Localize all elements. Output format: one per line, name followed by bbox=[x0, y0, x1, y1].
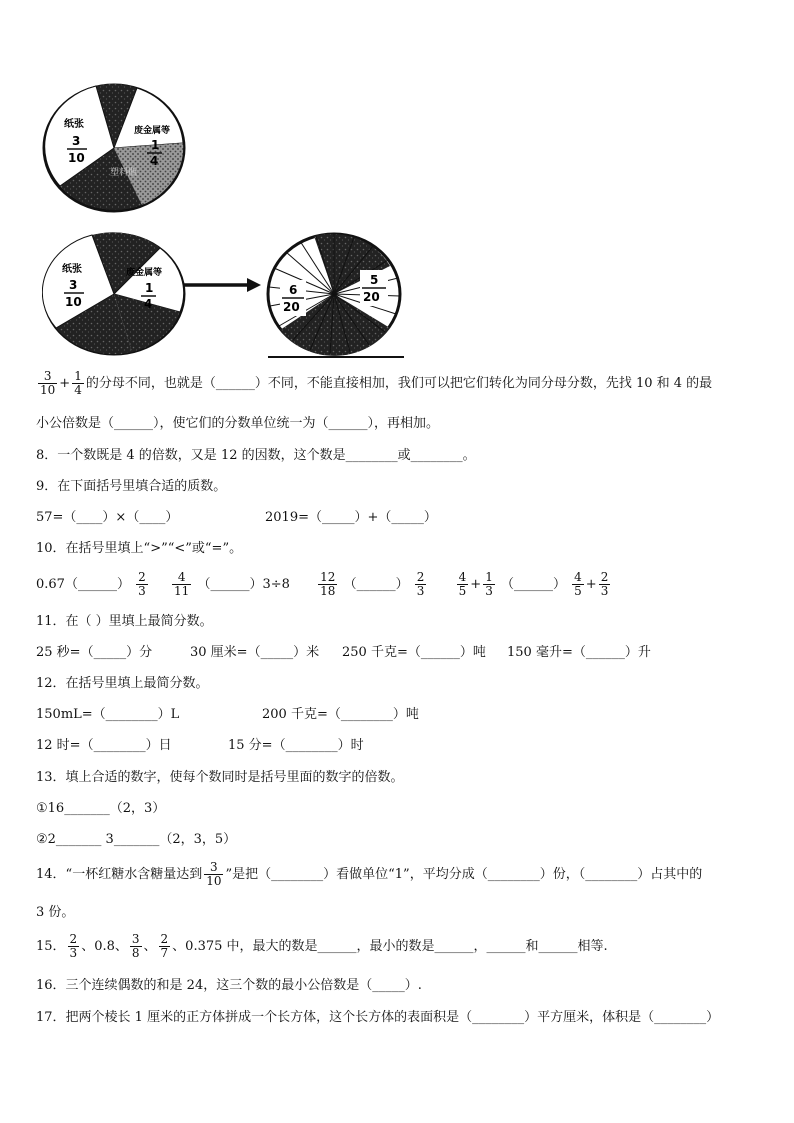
q11-c: 250 千克=（______）吨 bbox=[342, 645, 486, 660]
q10-fraction-1: $\frac{2}{3}$ bbox=[138, 570, 146, 598]
q10-part1: 0.67（______） bbox=[36, 577, 130, 592]
pie2-frac2-n: 1 bbox=[145, 281, 154, 295]
q15-line bbox=[36, 930, 608, 964]
q16-text: 16．三个连续偶数的和是 24，这三个数的最小公倍数是（_____）. bbox=[36, 978, 422, 993]
q15-mid2: 、 bbox=[143, 939, 157, 954]
q15-fraction-2: $\frac{3}{8}$ bbox=[131, 932, 140, 960]
q13-title: 13．填上合适的数字，使每个数同时是括号里面的数字的倍数。 bbox=[36, 770, 404, 785]
pie1-frac1-d: 10 bbox=[68, 151, 85, 165]
q7-line1: $\frac{3}{10}$ + $\frac{1}{4}$ 的分母不同，也就是（______）不同，不能直接相加，我们可以把它们转化为同分母分数，先找 10 和 4 的最 bbox=[40, 369, 713, 397]
q7-fraction-2: $\frac{1}{4}$ bbox=[74, 369, 82, 397]
q10-plus-1: + bbox=[470, 577, 482, 592]
pie3-frac1-d: 20 bbox=[283, 300, 300, 314]
pie3-frac2-d: 20 bbox=[363, 290, 380, 304]
q14-post: ”是把（________）看做单位“1”，平均分成（________）份，（________）占其中的 bbox=[225, 867, 703, 882]
pie1-label3: 塑料瓶 bbox=[110, 168, 138, 178]
q12-d: 15 分=（________）时 bbox=[228, 738, 364, 753]
q7-line2: 小公倍数是（______），使它们的分数单位统一为（______），再相加。 bbox=[36, 416, 440, 431]
q10-fraction-4: $\frac{2}{3}$ bbox=[416, 570, 425, 598]
q10-part3: （______） bbox=[343, 577, 409, 592]
q14-line2: 3 份。 bbox=[36, 905, 75, 920]
q9-title: 9．在下面括号里填合适的质数。 bbox=[36, 479, 227, 494]
pie-chart-1 bbox=[42, 83, 187, 213]
arrow-right-icon bbox=[183, 277, 263, 293]
pie1-frac2-d: 4 bbox=[150, 154, 159, 168]
q15-post: 、0.375 中，最大的数是______，最小的数是______，______和______相等. bbox=[172, 939, 608, 954]
pie1-frac2-n: 1 bbox=[151, 138, 160, 152]
q10-plus-2: + bbox=[585, 577, 597, 592]
pie1-label1: 纸张 bbox=[64, 119, 84, 130]
q9-b: 2019=（_____）+（_____） bbox=[265, 510, 437, 525]
pie3-frac1-n: 6 bbox=[289, 283, 298, 297]
q10-fraction-5: $\frac{4}{5}$ bbox=[458, 570, 467, 598]
q15-pre: 15． bbox=[36, 939, 66, 954]
q17-text: 17．把两个棱长 1 厘米的正方体拼成一个长方体，这个长方体的表面积是（________）平方厘米，体积是（________） bbox=[36, 1010, 720, 1025]
pie-chart-2 bbox=[42, 232, 187, 358]
q10-fraction-7: $\frac{4}{5}$ bbox=[574, 570, 582, 598]
q13-a: ①16_______（2，3） bbox=[36, 801, 166, 816]
q10-fraction-3: $\frac{12}{18}$ bbox=[320, 570, 336, 598]
q11-title: 11．在（ ）里填上最简分数。 bbox=[36, 614, 213, 629]
q13-b: ②2_______ 3_______（2，3，5） bbox=[36, 832, 237, 847]
q7-fraction-1: $\frac{3}{10}$ bbox=[40, 369, 56, 397]
q11-b: 30 厘米=（_____）米 bbox=[190, 645, 320, 660]
q15-mid1: 、0.8、 bbox=[81, 939, 128, 954]
q10-fraction-6: $\frac{1}{3}$ bbox=[485, 570, 493, 598]
pie1-label2: 废金属等 bbox=[134, 126, 171, 136]
q14-fraction: $\frac{3}{10}$ bbox=[206, 860, 222, 888]
pie2-frac1-d: 10 bbox=[65, 295, 82, 309]
q14-pre: 14．“一杯红糖水含糖量达到 bbox=[36, 867, 203, 882]
pie-chart-3 bbox=[266, 230, 406, 362]
q15-fraction-3: $\frac{2}{7}$ bbox=[160, 932, 169, 960]
pie1-frac1-n: 3 bbox=[72, 134, 81, 148]
q7-text-1: 的分母不同，也就是（______）不同，不能直接相加，我们可以把它们转化为同分母分数，先找 10 和 4 的最 bbox=[85, 376, 713, 391]
q8-text: 8．一个数既是 4 的倍数，又是 12 的因数，这个数是________或________。 bbox=[36, 448, 476, 463]
q12-title: 12．在括号里填上最简分数。 bbox=[36, 676, 209, 691]
q10-fraction-2: $\frac{4}{11}$ bbox=[174, 570, 190, 598]
q10-fraction-8: $\frac{2}{3}$ bbox=[600, 570, 609, 598]
q12-a: 150mL=（________）L bbox=[36, 707, 180, 722]
q12-c: 12 时=（________）日 bbox=[36, 738, 172, 753]
pie3-frac2-n: 5 bbox=[370, 273, 379, 287]
q11-a: 25 秒=（_____）分 bbox=[36, 645, 153, 660]
q15-fraction-1: $\frac{2}{3}$ bbox=[69, 932, 78, 960]
q10-part2: （______）3÷8 bbox=[197, 577, 290, 592]
q9-a: 57=（____）×（____） bbox=[36, 510, 179, 525]
q12-b: 200 千克=（________）吨 bbox=[262, 707, 419, 722]
q14-line1 bbox=[36, 858, 702, 892]
q11-d: 150 毫升=（______）升 bbox=[507, 645, 651, 660]
q10-row bbox=[36, 568, 612, 602]
pie2-label1: 纸张 bbox=[62, 264, 82, 275]
pie2-frac1-n: 3 bbox=[69, 278, 78, 292]
pie2-label2: 废金属等 bbox=[126, 268, 163, 278]
q10-title: 10．在括号里填上“>”“<”或“=”。 bbox=[36, 541, 243, 556]
q10-part4: （______） bbox=[500, 577, 566, 592]
pie2-frac2-d: 4 bbox=[144, 297, 153, 311]
